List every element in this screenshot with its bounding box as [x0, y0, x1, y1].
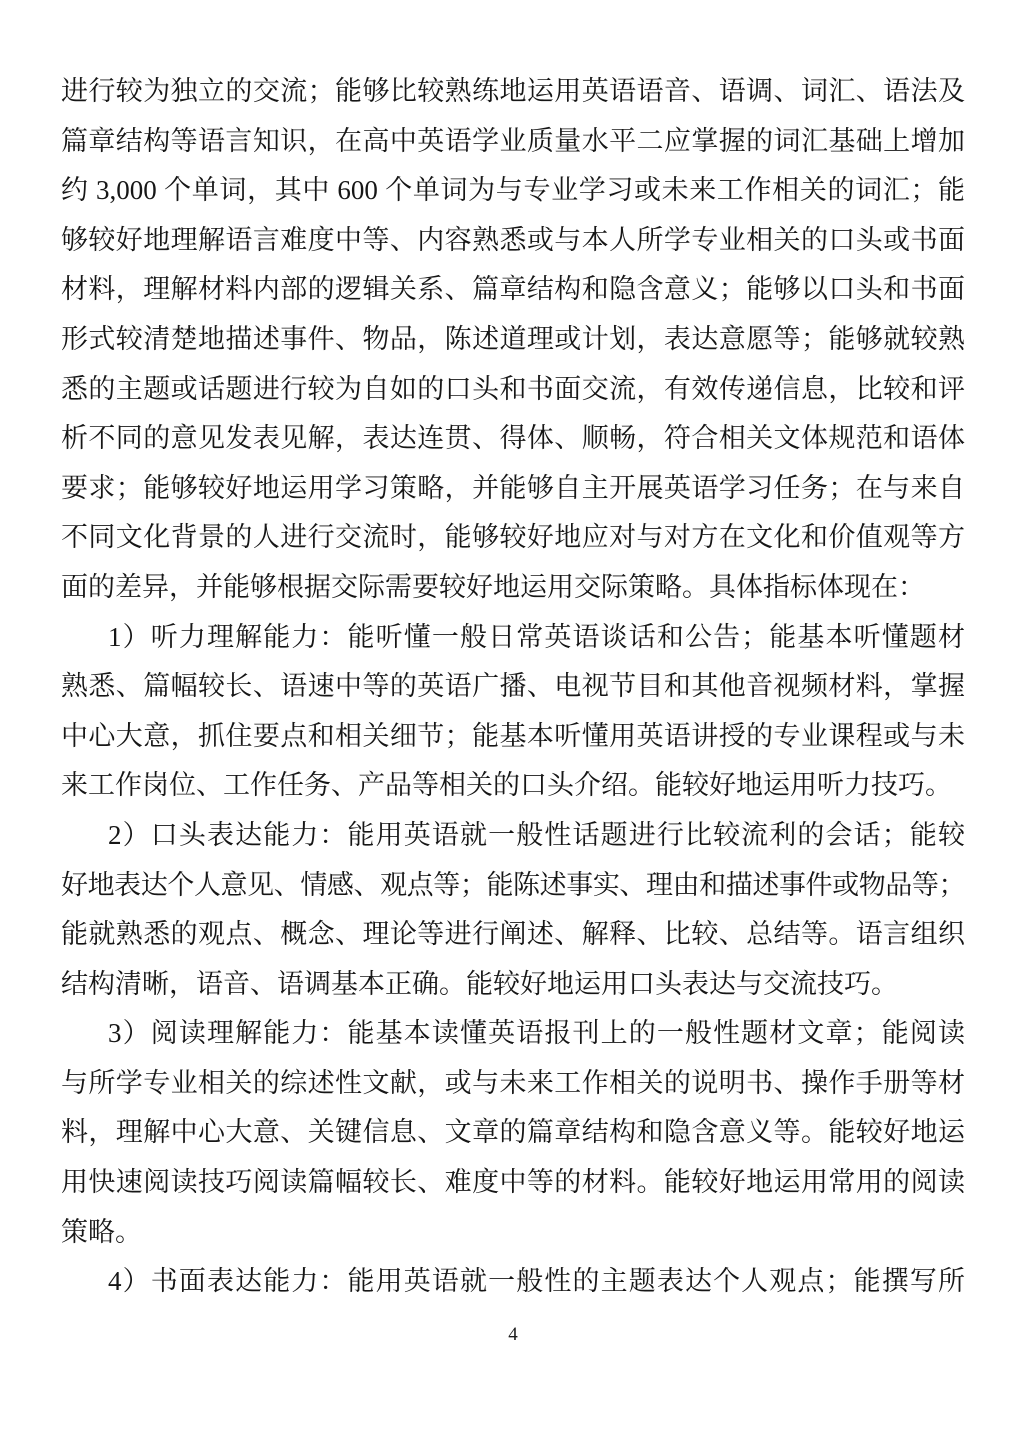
page-number: 4	[508, 1323, 518, 1345]
text-line: 要求；能够较好地运用学习策略，并能够自主开展英语学习任务；在与来自	[61, 472, 965, 503]
paragraph-writing	[61, 1257, 965, 1307]
text-line: 用快速阅读技巧阅读篇幅较长、难度中等的材料。能较好地运用常用的阅读	[61, 1167, 965, 1198]
text-line: 悉的主题或话题进行较为自如的口头和书面交流，有效传递信息，比较和评	[61, 373, 965, 404]
text-line: 3）阅读理解能力：能基本读懂英语报刊上的一般性题材文章；能阅读	[108, 1018, 965, 1049]
text-line: 中心大意，抓住要点和相关细节；能基本听懂用英语讲授的专业课程或与未	[61, 720, 965, 751]
paragraph-listening	[61, 613, 965, 811]
text-line: 进行较为独立的交流；能够比较熟练地运用英语语音、语调、词汇、语法及	[61, 76, 965, 106]
text-line: 策略。	[61, 1216, 142, 1247]
text-line: 2）口头表达能力：能用英语就一般性话题进行比较流利的会话；能较	[108, 819, 965, 850]
text-line: 熟悉、篇幅较长、语速中等的英语广播、电视节目和其他音视频材料，掌握	[61, 671, 965, 702]
text-line: 不同文化背景的人进行交流时，能够较好地应对与对方在文化和价值观等方	[61, 522, 965, 553]
text-line: 形式较清楚地描述事件、物品，陈述道理或计划，表达意愿等；能够就较熟	[61, 323, 965, 354]
text-line: 面的差异，并能够根据交际需要较好地运用交际策略。具体指标体现在：	[61, 571, 925, 602]
text-line: 够较好地理解语言难度中等、内容熟悉或与本人所学专业相关的口头或书面	[61, 224, 965, 255]
text-line: 篇章结构等语言知识，在高中英语学业质量水平二应掌握的词汇基础上增加	[61, 125, 965, 156]
paragraph-reading	[61, 1009, 965, 1257]
text-line: 析不同的意见发表见解，表达连贯、得体、顺畅，符合相关文体规范和语体	[61, 423, 965, 454]
paragraph	[61, 67, 965, 613]
text-line: 能就熟悉的观点、概念、理论等进行阐述、解释、比较、总结等。语言组织	[61, 919, 965, 950]
text-line: 材料，理解材料内部的逻辑关系、篇章结构和隐含意义；能够以口头和书面	[61, 274, 965, 305]
paragraph-speaking	[61, 811, 965, 1009]
text-line: 1）听力理解能力：能听懂一般日常英语谈话和公告；能基本听懂题材	[108, 621, 965, 652]
text-line: 4）书面表达能力：能用英语就一般性的主题表达个人观点；能撰写所	[108, 1266, 965, 1297]
text-line: 来工作岗位、工作任务、产品等相关的口头介绍。能较好地运用听力技巧。	[61, 770, 952, 801]
text-line: 与所学专业相关的综述性文献，或与未来工作相关的说明书、操作手册等材	[61, 1067, 965, 1098]
text-line: 好地表达个人意见、情感、观点等；能陈述事实、理由和描述事件或物品等；	[61, 869, 965, 900]
text-line: 结构清晰，语音、语调基本正确。能较好地运用口头表达与交流技巧。	[61, 968, 898, 999]
text-line: 料，理解中心大意、关键信息、文章的篇章结构和隐含意义等。能较好地运	[61, 1117, 965, 1148]
text-line: 约 3,000 个单词，其中 600 个单词为与专业学习或未来工作相关的词汇；能	[61, 175, 965, 206]
